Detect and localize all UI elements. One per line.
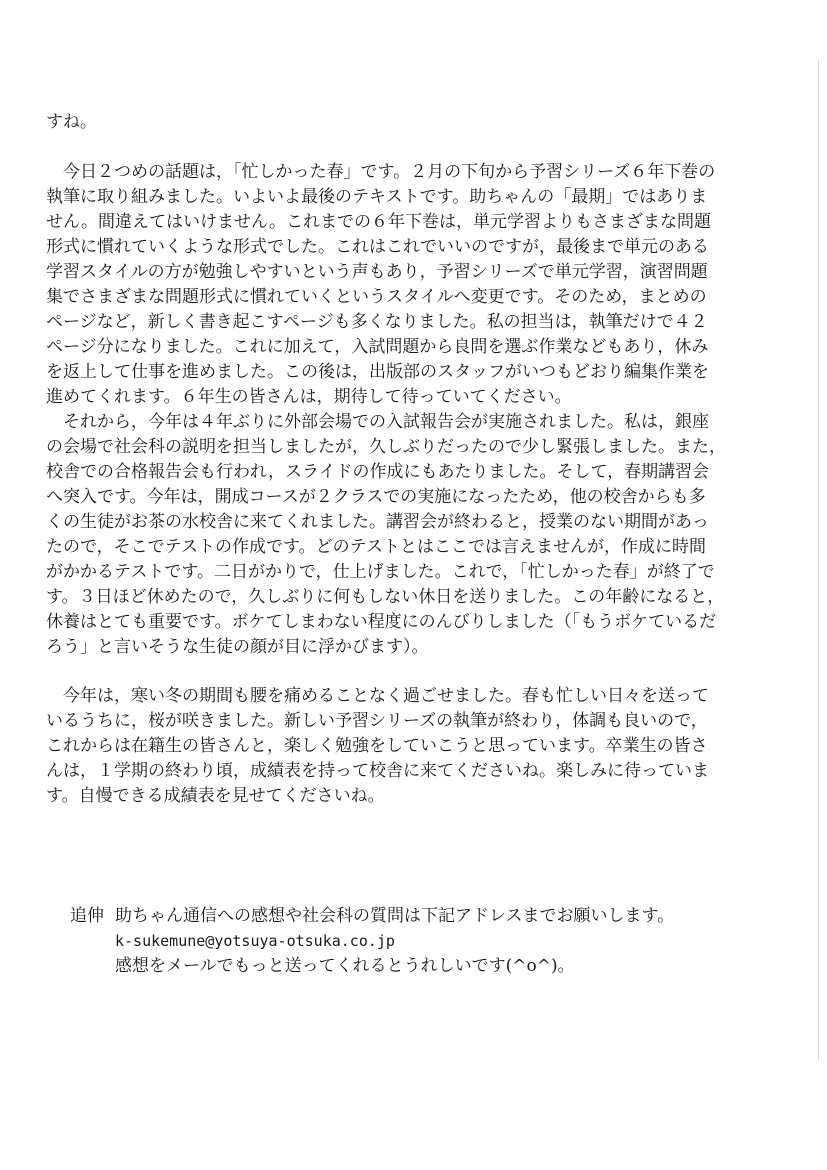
text-line: ページなど，新しく書き起こすページも多くなりました。私の担当は，執筆だけで４２	[46, 312, 708, 332]
text-line: がかかるテストです。二日がかりで，仕上げました。これで，「忙しかった春」が終了で	[46, 562, 715, 582]
text-line: せん。間違えてはいけません。これまでの６年下巻は，単元学習よりもさまざまな問題	[46, 212, 712, 232]
text-line: 今日２つめの話題は，「忙しかった春」です。２月の下旬から予習シリーズ６年下巻の	[46, 162, 716, 182]
text-line: これからは在籍生の皆さんと，楽しく勉強をしていこうと思っています。卒業生の皆さ	[46, 736, 708, 756]
text-line: すね。	[46, 112, 97, 132]
text-line: いるうちに，桜が咲きました。新しい予習シリーズの執筆が終わり，体調も良いので，	[46, 711, 708, 731]
postscript-request: 助ちゃん通信への感想や社会科の質問は下記アドレスまでお願いします。	[115, 906, 675, 926]
postscript	[70, 904, 770, 979]
scan-edge-line	[818, 60, 819, 1060]
text-line: たので，そこでテストの作成です。どのテストとはここでは言えませんが，作成に時間	[46, 537, 706, 557]
paragraph-busy-spring	[46, 160, 790, 410]
text-line: ろう」と言いそうな生徒の顔が目に浮かびます）。	[46, 637, 429, 657]
postscript-label: 追伸	[70, 906, 104, 926]
text-line: す。３日ほど休めたので，久しぶりに何もしない休日を送りました。この年齢になると，	[46, 587, 725, 607]
text-line: を返上して仕事を進めました。この後は，出版部のスタッフがいつもどおり編集作業を	[46, 362, 709, 382]
text-line: 執筆に取り組みました。いよいよ最後のテキストです。助ちゃんの「最期」ではありま	[46, 187, 708, 207]
text-line: 校舎での合格報告会も行われ，スライドの作成にもあたりました。そして，春期講習会	[46, 462, 710, 482]
paragraph-exam-report	[46, 410, 790, 660]
text-line: んは，１学期の終わり頃，成績表を持って校舎に来てくださいね。楽しみに待っていま	[46, 761, 709, 781]
text-line: の会場で社会科の説明を担当しましたが，久しぶりだったので少し緊張しました。また，	[46, 437, 726, 457]
text-line: くの生徒がお茶の水校舎に来てくれました。講習会が終わると，授業のない期間があっ	[46, 512, 709, 532]
text-line: ページ分になりました。これに加えて，入試問題から良問を選ぶ作業などもあり，休み	[46, 337, 709, 357]
text-line: へ突入です。今年は，開成コースが２クラスでの実施になったため，他の校舎からも多	[46, 487, 706, 507]
opening-line	[46, 110, 790, 135]
text-line: 休養はとても重要です。ボケてしまわない程度にのんびりしました（「もうボケているだ	[46, 612, 717, 632]
postscript-closing: 感想をメールでもっと送ってくれるとうれしいです(^o^)。	[115, 956, 575, 976]
text-line: 学習スタイルの方が勉強しやすいという声もあり，予習シリーズで単元学習，演習問題	[46, 262, 708, 282]
text-line: 形式に慣れていくような形式でした。これはこれでいいのですが，最後まで単元のある	[46, 237, 709, 257]
postscript-email: k-sukemune@yotsuya-otsuka.co.jp	[115, 932, 395, 950]
text-line: 集でさまざまな問題形式に慣れていくというスタイルへ変更です。そのため，まとめの	[46, 287, 707, 307]
text-line: す。自慢できる成績表を見せてくださいね。	[46, 786, 385, 806]
paragraph-this-year	[46, 684, 790, 809]
text-line: それから，今年は４年ぶりに外部会場での入試報告会が実施されました。私は，銀座	[46, 412, 709, 432]
text-line: 今年は，寒い冬の期間も腰を痛めることなく過ごせました。春も忙しい日々を送って	[46, 686, 709, 706]
text-line: 進めてくれます。６年生の皆さんは，期待して待っていてください。	[46, 387, 572, 407]
